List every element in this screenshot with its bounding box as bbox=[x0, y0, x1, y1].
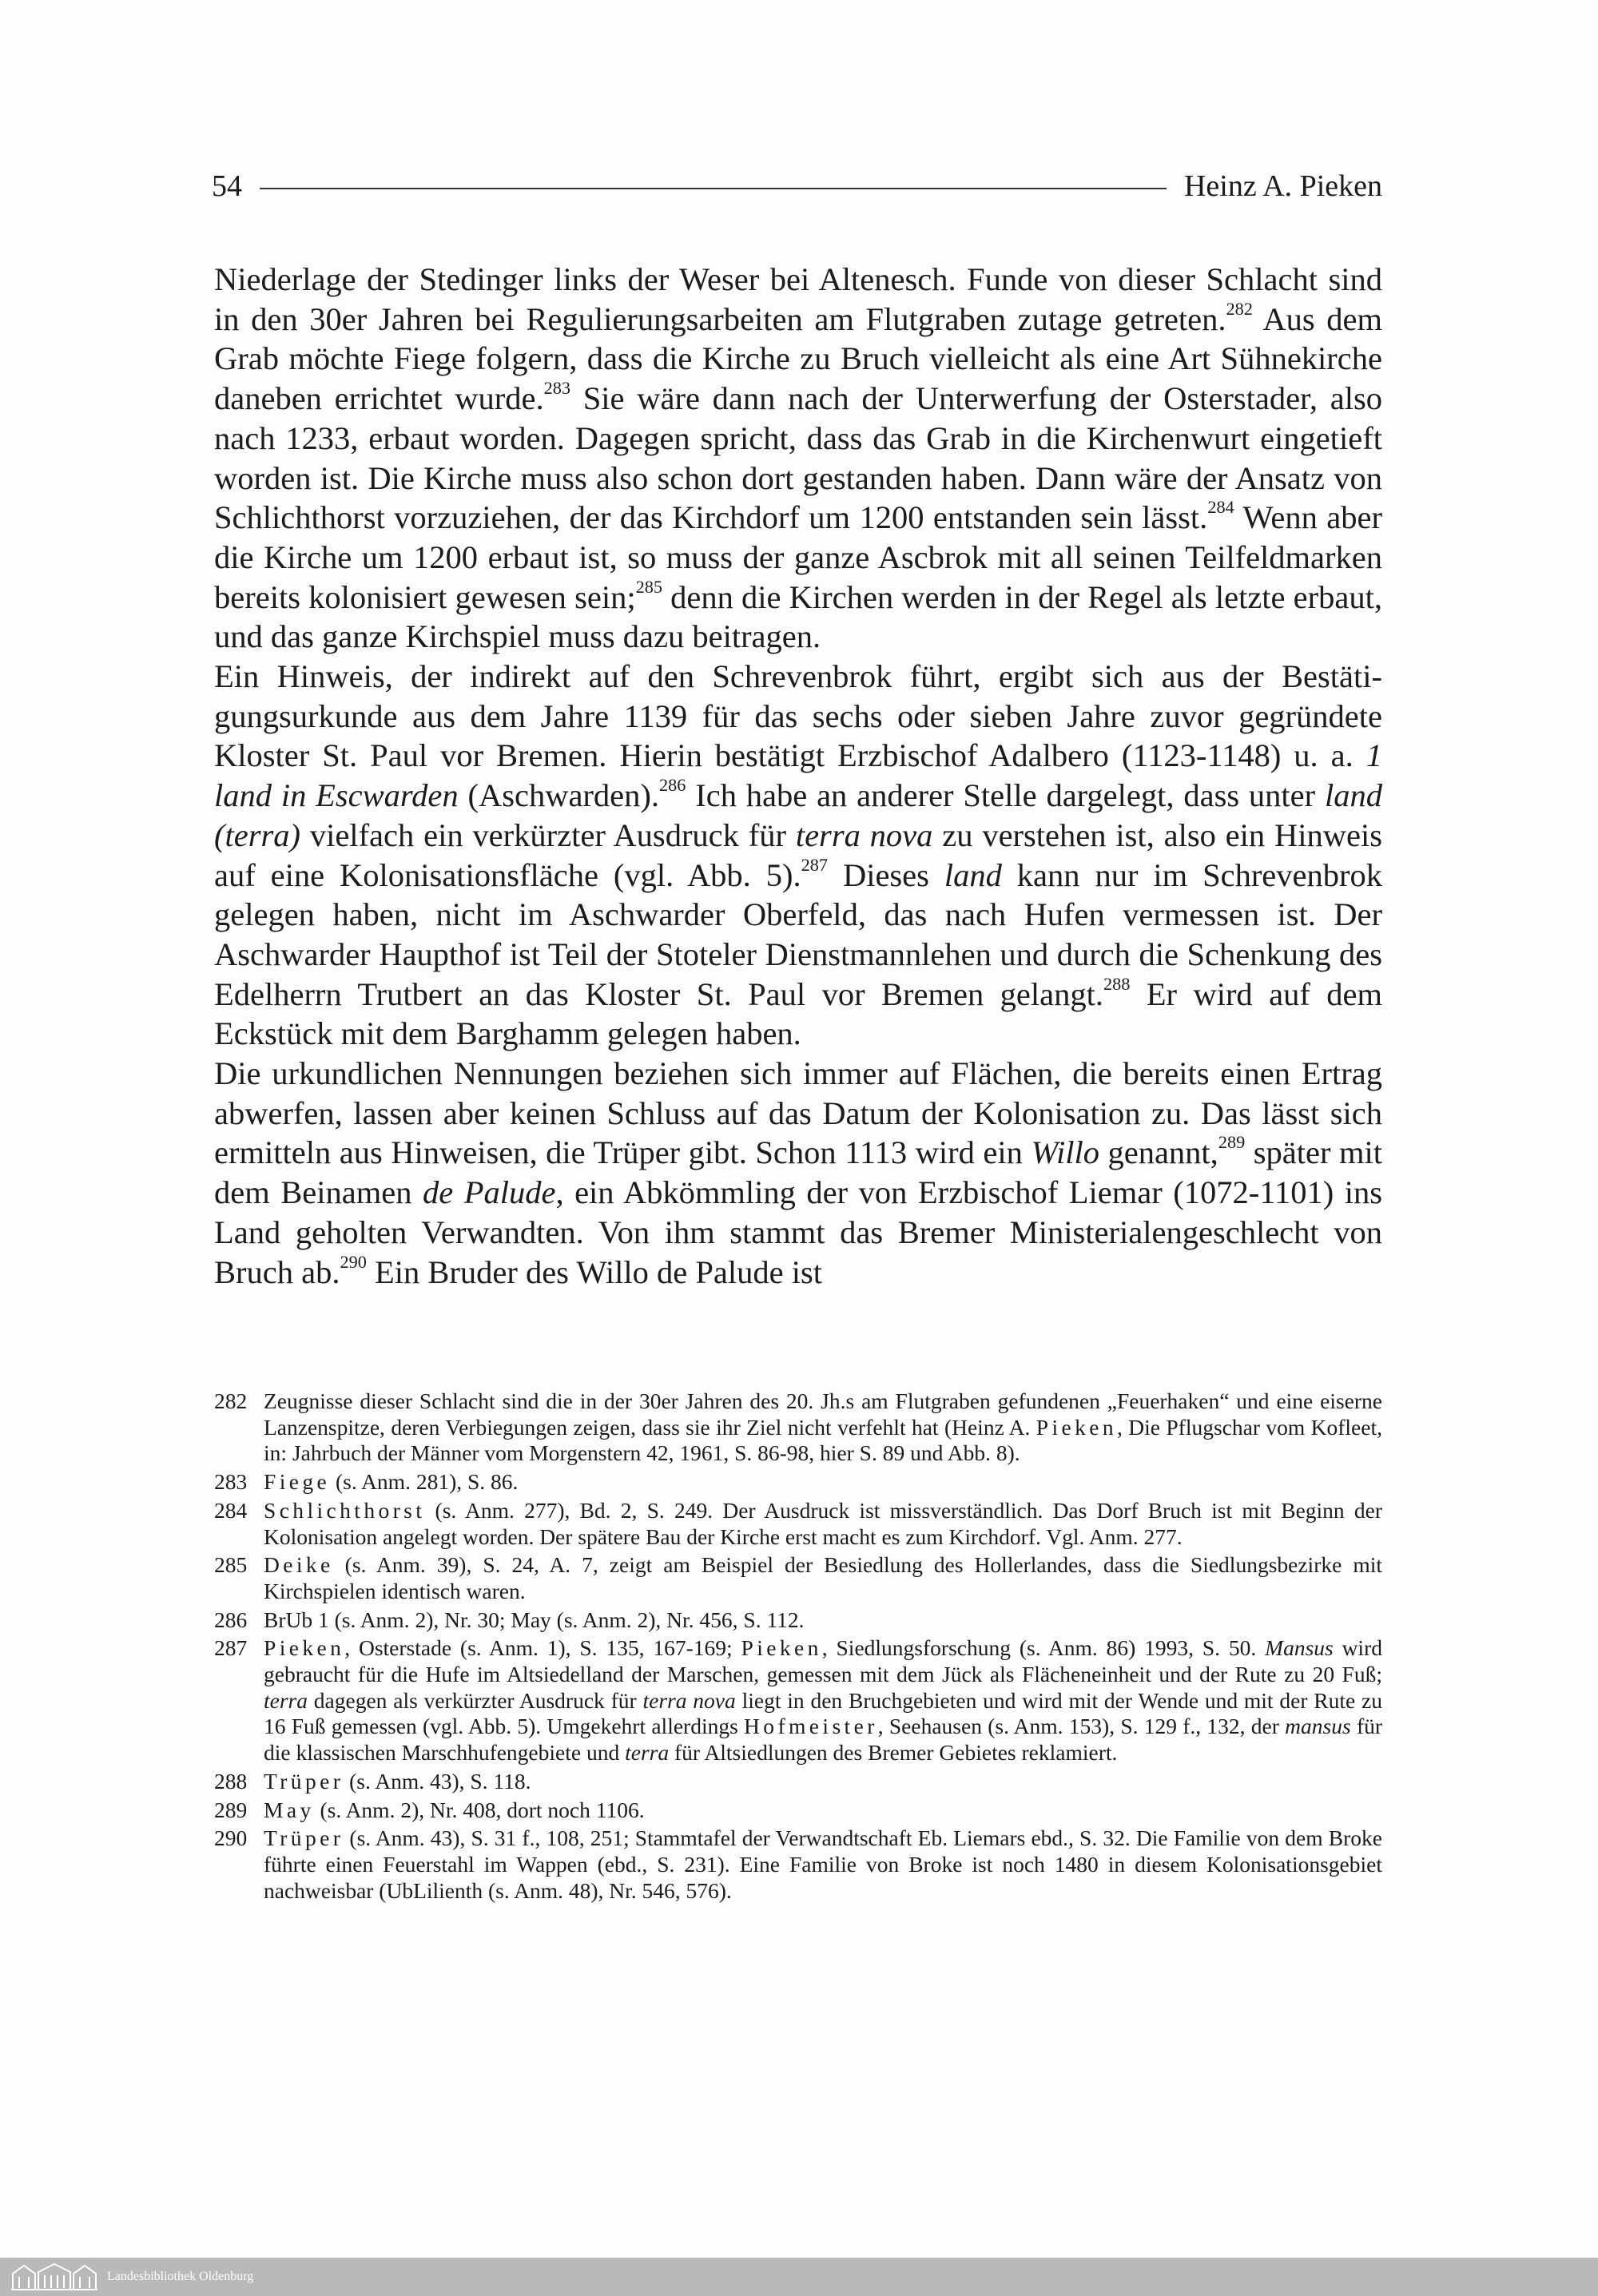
footnotes bbox=[214, 1388, 1382, 1906]
footnote-number: 288 bbox=[214, 1768, 248, 1794]
footnote-text: Fiege (s. Anm. 281), S. 86. bbox=[264, 1469, 519, 1495]
footnote-number: 289 bbox=[214, 1797, 248, 1822]
paragraph: Niederlage der Stedinger links der Weser bei Altenesch. Funde von dieser Schlacht sind in den 30er Jahren bei Regulierungsarbeiten am Flutgraben zutage getreten.$^{282}$ Aus dem Grab möchte Fiege folgern, dass die Kirche zu Bruch vielleicht als eine Art Sühnekirche daneben errichtet wurde.$^{283}$ Sie wäre dann nach der Unterwerfung der Osterstader, also nach 1233, erbaut worden. Dagegen spricht, dass das Grab in die Kirchenwurt eingetieft worden ist. Die Kirche muss also schon dort gestanden haben. Dann wäre der Ansatz von Schlichthorst vorzuziehen, der das Kirchdorf um 1200 entstanden sein lässt.$^{284}$ Wenn aber die Kirche um 1200 erbaut ist, so muss der ganze Ascbrok mit all seinen Teilfeldmarken bereits kolonisiert gewesen sein;$^{285}$ denn die Kirchen werden in der Regel als letzte erbaut, und das ganze Kirchspiel muss dazu beitragen. bbox=[214, 261, 1382, 655]
footnote-number: 287 bbox=[214, 1635, 248, 1661]
footnote-number: 284 bbox=[214, 1497, 248, 1523]
footnote-text: BrUb 1 (s. Anm. 2), Nr. 30; May (s. Anm. 2), Nr. 456, S. 112. bbox=[264, 1607, 805, 1632]
page-number: 54 bbox=[212, 169, 242, 203]
footnote-282 bbox=[214, 1388, 1382, 1467]
footnote-text: Trüper (s. Anm. 43), S. 118. bbox=[264, 1768, 531, 1794]
footnote-text: Pieken, Osterstade (s. Anm. 1), S. 135, 167-169; Pieken, Siedlungsforschung (s. Anm. 86) 1993, S. 50. Mansus wird gebraucht für die Hufe im Altsiedelland der Marschen, gemessen mit dem Jück als Flächeneinheit und der Rute zu 20 Fuß; terra dagegen als verkürzter Ausdruck für terra nova liegt in den Bruchgebieten und wird mit der Wende und mit der Rute zu 16 Fuß gemessen (vgl. Abb. 5). Umgekehrt allerdings Hofmeister, Seehausen (s. Anm. 153), S. 129 f., 132, der mansus für die klassischen Marschhufengebiete und terra für Altsiedlungen des Bremer Gebietes reklamiert. bbox=[264, 1635, 1383, 1766]
footnote-text: Schlichthorst (s. Anm. 277), Bd. 2, S. 249. Der Ausdruck ist missverständlich. Das Dorf Bruch ist mit Beginn der Kolonisation angelegt worden. Der spätere Bau der Kirche erst macht es zum Kirchdorf. Vgl. Anm. 277. bbox=[264, 1497, 1382, 1549]
library-footer-bar bbox=[0, 2258, 1598, 2296]
running-header bbox=[212, 166, 1382, 206]
footnote-ref[interactable]: 285 bbox=[635, 576, 662, 597]
footnote-text: Deike (s. Anm. 39), S. 24, A. 7, zeigt am Beispiel der Besiedlung des Hollerlandes, dass die Siedlungsbezirke mit Kirchspielen identisch waren. bbox=[264, 1552, 1382, 1603]
main-text bbox=[214, 260, 1382, 1292]
footnote-number: 285 bbox=[214, 1552, 248, 1578]
library-building-icon bbox=[10, 2262, 99, 2291]
footnote-ref[interactable]: 289 bbox=[1218, 1132, 1246, 1153]
footnote-284 bbox=[214, 1498, 1382, 1550]
footnote-text: Zeugnisse dieser Schlacht sind die in der 30er Jahren des 20. Jh.s am Flutgraben gefundenen „Feuerhaken“ und eine eiserne Lanzenspitze, deren Verbiegungen zeigen, dass sie ihr Ziel nicht verfehlt hat (Heinz A. Pieken, Die Pflugschar vom Kofleet, in: Jahrbuch der Männer vom Morgenstern 42, 1961, S. 86-98, hier S. 89 und Abb. 8). bbox=[264, 1388, 1382, 1466]
footnote-ref[interactable]: 282 bbox=[1226, 298, 1253, 319]
footnote-286 bbox=[214, 1607, 1382, 1634]
footnote-ref[interactable]: 287 bbox=[801, 854, 829, 875]
footnote-285 bbox=[214, 1552, 1382, 1604]
library-name: Landesbibliothek Oldenburg bbox=[107, 2270, 254, 2283]
footnote-ref[interactable]: 288 bbox=[1103, 973, 1131, 994]
footnote-ref[interactable]: 284 bbox=[1207, 497, 1234, 518]
footnote-288 bbox=[214, 1769, 1382, 1795]
footnote-ref[interactable]: 290 bbox=[340, 1251, 367, 1272]
paragraph: Ein Hinweis, der indirekt auf den Schrevenbrok führt, ergibt sich aus der Bestätigungsurkunde aus dem Jahre 1139 für das sechs oder sieben Jahre zuvor gegründete Kloster St. Paul vor Bremen. Hierin bestätigt Erzbischof Adalbero (1123-1148) u. a. 1 land in Escwarden (Aschwarden).$^{286}$ Ich habe an anderer Stelle dargelegt, dass unter land (terra) vielfach ein verkürzter Ausdruck für terra nova zu verstehen ist, also ein Hinweis auf eine Kolonisationsfläche (vgl. Abb. 5).$^{287}$ Dieses land kann nur im Schrevenbrok gelegen haben, nicht im Aschwarder Oberfeld, das nach Hufen vermessen ist. Der Aschwarder Haupthof ist Teil der Stoteler Dienstmannlehen und durch die Schenkung des Edelherrn Trutbert an das Kloster St. Paul vor Bremen gelangt.$^{288}$ Er wird auf dem Eckstück mit dem Barghamm gelegen haben. bbox=[214, 658, 1382, 1052]
footnote-number: 283 bbox=[214, 1469, 248, 1495]
footnote-text: May (s. Anm. 2), Nr. 408, dort noch 1106. bbox=[264, 1797, 645, 1822]
header-rule bbox=[260, 188, 1167, 189]
footnote-287 bbox=[214, 1635, 1382, 1766]
footnote-290 bbox=[214, 1825, 1382, 1904]
footnote-text: Trüper (s. Anm. 43), S. 31 f., 108, 251; Stammtafel der Verwandtschaft Eb. Liemars ebd., S. 32. Die Familie von dem Broke führte einen Feuerstahl im Wappen (ebd., S. 231). Eine Familie von Broke ist noch 1480 in diesem Kolonisationsgebiet nachweisbar (UbLilienth (s. Anm. 48), Nr. 546, 576). bbox=[264, 1825, 1382, 1903]
footnote-283 bbox=[214, 1469, 1382, 1496]
footnote-number: 282 bbox=[214, 1388, 248, 1413]
footnote-number: 290 bbox=[214, 1825, 248, 1851]
paragraph: Die urkundlichen Nennungen beziehen sich immer auf Flächen, die bereits einen Ertrag abwerfen, lassen aber keinen Schluss auf das Datum der Kolonisation zu. Das lässt sich ermitteln aus Hinweisen, die Trüper gibt. Schon 1113 wird ein Willo genannt,$^{289}$ später mit dem Beinamen de Palude, ein Abkömmling der von Erzbischof Liemar (1072-1101) ins Land geholten Verwandten. Von ihm stammt das Bremer Ministerialengeschlecht von Bruch ab.$^{290}$ Ein Bruder des Willo de Palude ist bbox=[214, 1055, 1382, 1290]
footnote-number: 286 bbox=[214, 1607, 248, 1632]
running-head-author: Heinz A. Pieken bbox=[1183, 169, 1382, 203]
footnote-ref[interactable]: 286 bbox=[659, 775, 686, 796]
footnote-289 bbox=[214, 1797, 1382, 1824]
footnote-ref[interactable]: 283 bbox=[543, 378, 571, 399]
